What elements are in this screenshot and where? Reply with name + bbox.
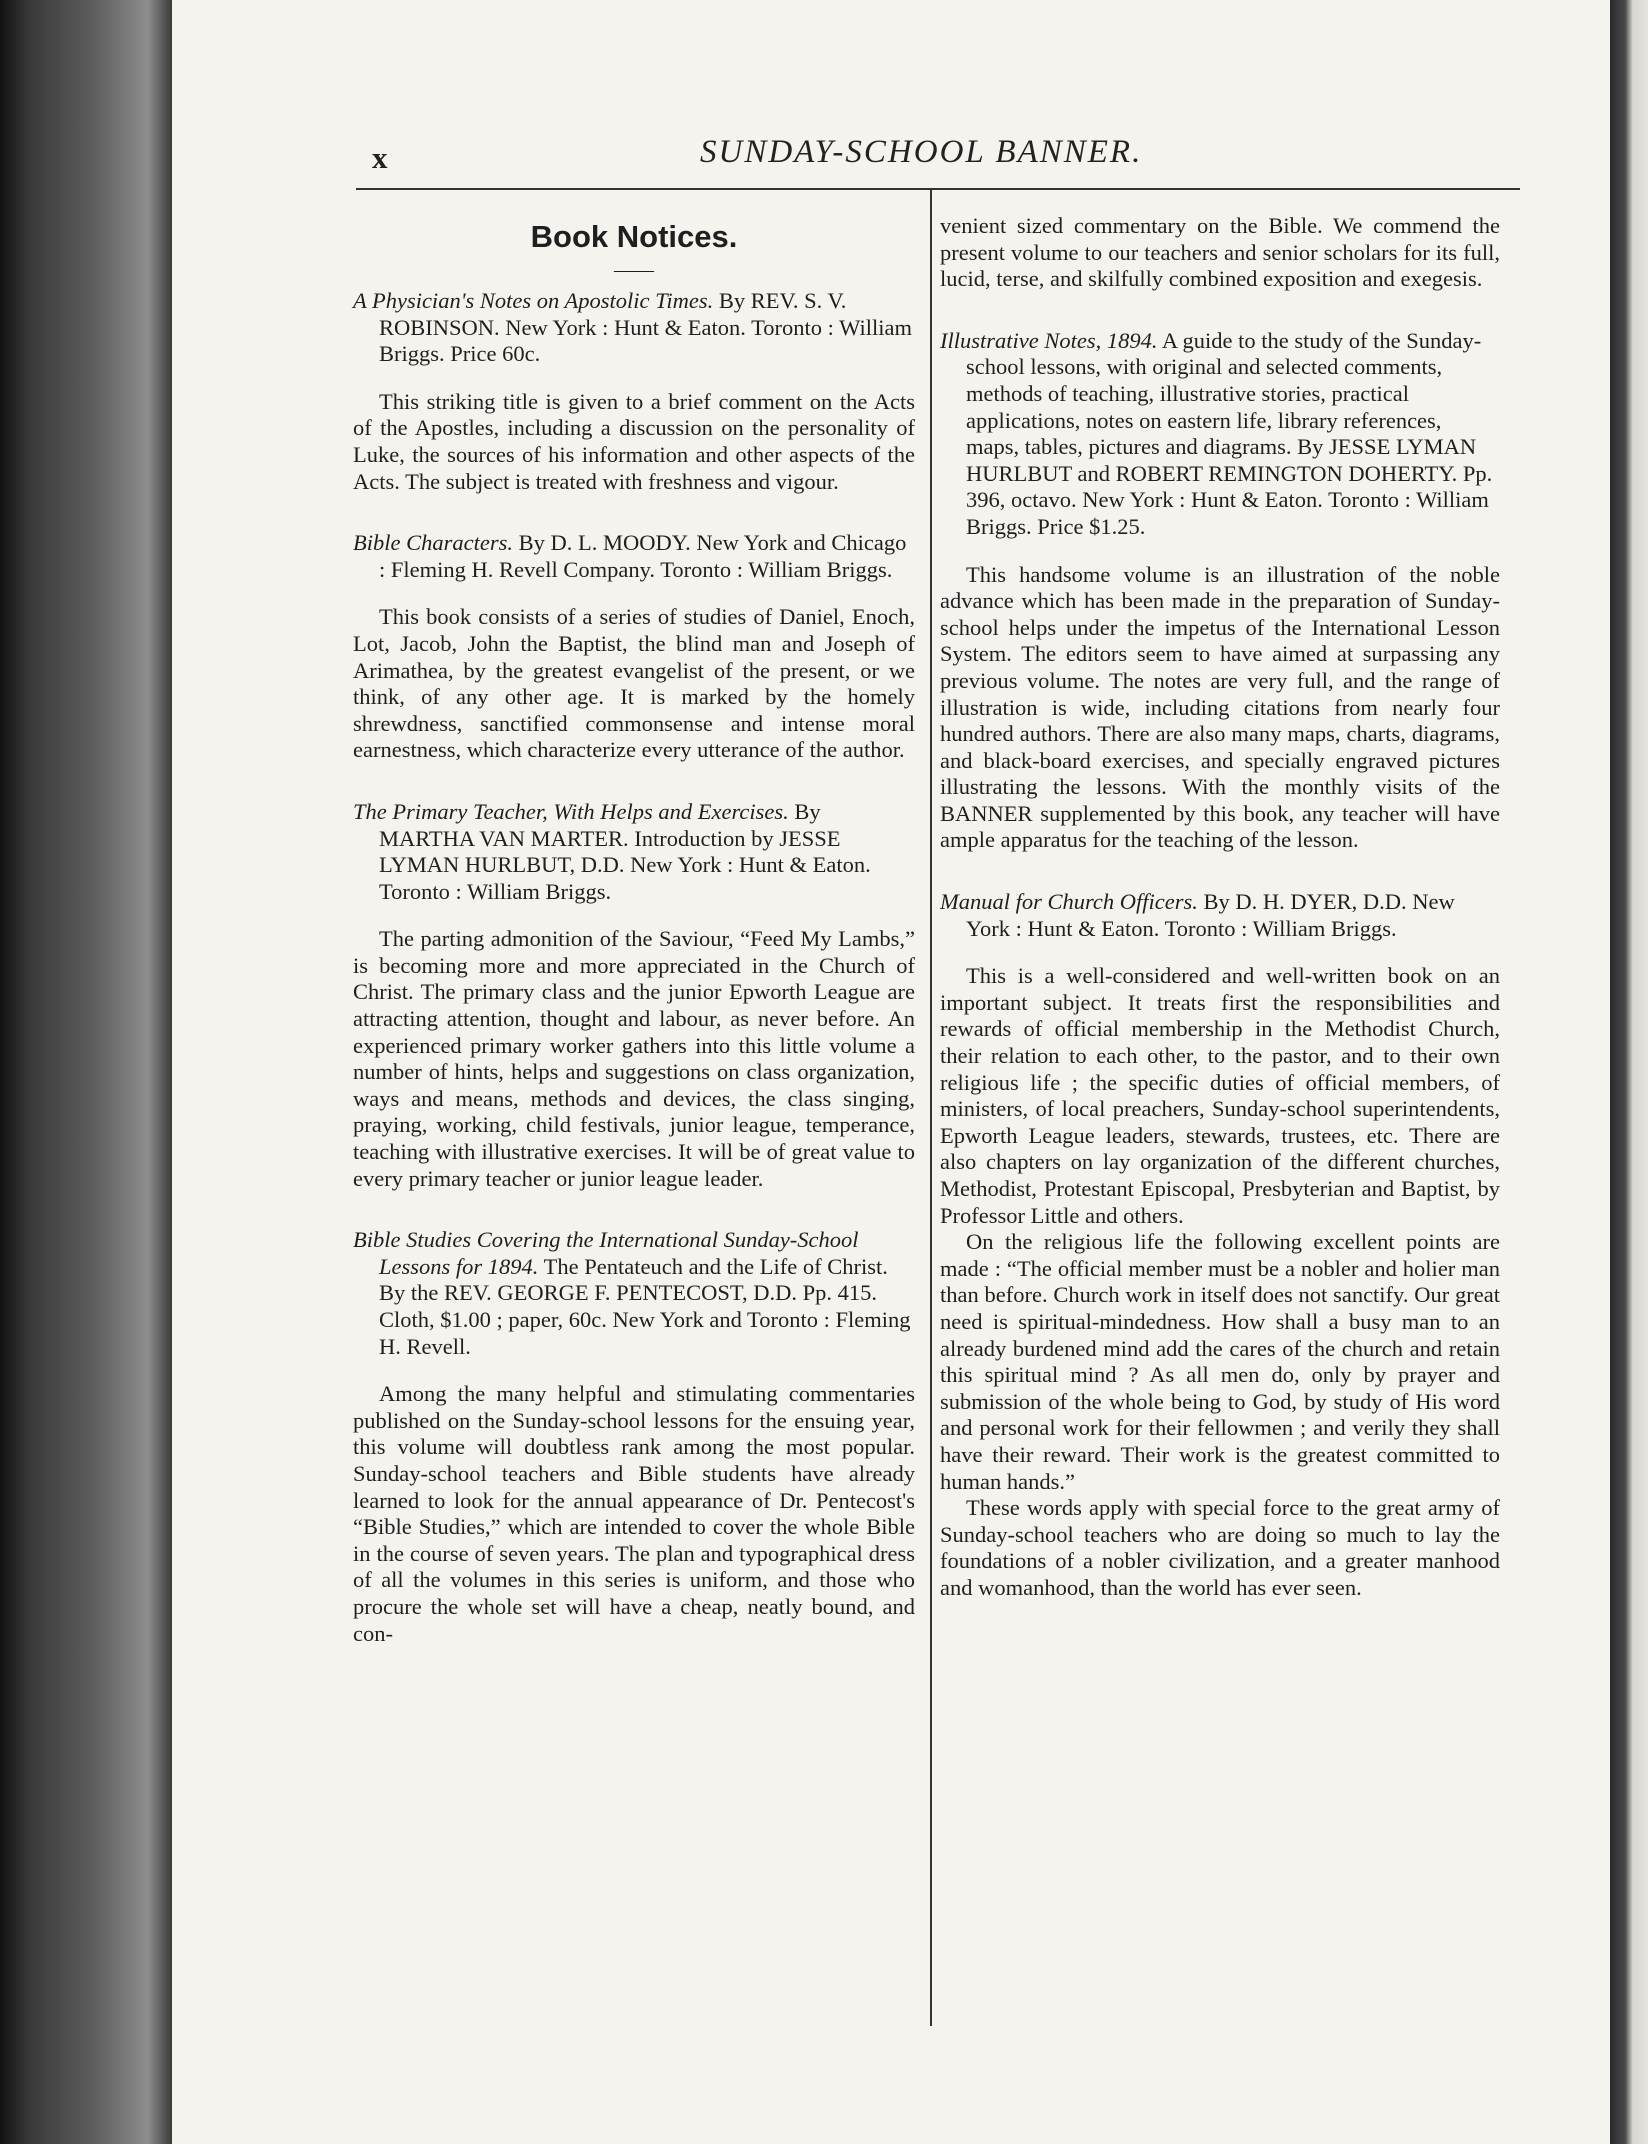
- page-right-edge: [1610, 0, 1648, 2144]
- book-entry: [940, 889, 1500, 942]
- book-info: By REV. S. V. ROBINSON. New York : Hunt & Eaton. Toronto : William Briggs. Price 60c.: [379, 288, 912, 367]
- review-paragraph-continued: venient sized commentary on the Bible. We commend the present volume to our teachers and senior scholars for its full, lucid, terse, and skilfully combined exposition and exegesis.: [940, 213, 1500, 292]
- book-title: The Primary Teacher, With Helps and Exercises.: [353, 798, 789, 824]
- book-binding-edge: [0, 0, 172, 2144]
- book-title: A Physician's Notes on Apostolic Times.: [353, 288, 714, 313]
- book-info: By MARTHA VAN MARTER. Introduction by JESSE LYMAN HURLBUT, D.D. New York : Hunt & Eaton. Toronto : William Briggs.: [379, 798, 871, 904]
- review-paragraph: These words apply with special force to the great army of Sunday-school teachers who are doing so much to lay the foundations of a nobler civilization, and a greater manhood and womanhood, than the world has ever seen.: [940, 1495, 1500, 1600]
- section-heading: Book Notices.: [530, 219, 738, 254]
- right-column: [940, 213, 1500, 1637]
- book-info: A guide to the study of the Sunday-school lessons, with original and selected comments, methods of teaching, illustrative stories, practical applications, notes on eastern life, library references, maps, tables, pictures and diagrams. By JESSE LYMAN HURLBUT and ROBERT REMINGTON DOHERTY. Pp. 396, octavo. New York : Hunt & Eaton. Toronto : William Briggs. Price $1.25.: [966, 327, 1493, 539]
- book-entry: [353, 288, 915, 368]
- header-rule: [356, 188, 1520, 190]
- book-title: Manual for Church Officers.: [940, 889, 1198, 915]
- book-entry: [940, 328, 1500, 541]
- book-title: Bible Studies Covering the International Sunday-School Lessons for 1894.: [353, 1227, 859, 1279]
- book-info: By D. L. MOODY. New York and Chicago : Fleming H. Revell Company. Toronto : William Briggs.: [379, 530, 907, 582]
- review-paragraph: This is a well-considered and well-written book on an important subject. It treats first the responsibilities and rewards of official membership in the Methodist Church, their relation to each other, to the pastor, and to their own religious life ; the specific duties of official members, of ministers, of local preachers, Sunday-school superintendents, Epworth League leaders, stewards, trustees, etc. There are also chapters on lay organization of the different churches, Methodist, Protestant Episcopal, Presbyterian and Baptist, by Professor Little and others.: [940, 963, 1500, 1228]
- book-title: Illustrative Notes, 1894.: [940, 327, 1158, 353]
- review-paragraph: Among the many helpful and stimulating commentaries published on the Sunday-school lessons for the ensuing year, this volume will doubtless rank among the most popular. Sunday-school teachers and Bible students have already learned to look for the annual appearance of Dr. Pentecost's “Bible Studies,” which are intended to cover the whole Bible in the course of seven years. The plan and typographical dress of all the volumes in this series is uniform, and those who procure the whole set will have a cheap, neatly bound, and con-: [353, 1381, 915, 1646]
- book-info: By D. H. DYER, D.D. New York : Hunt & Eaton. Toronto : William Briggs.: [966, 889, 1455, 941]
- book-entry: [353, 1227, 915, 1360]
- book-title: Bible Characters.: [353, 530, 513, 556]
- column-divider: [930, 190, 932, 2026]
- review-paragraph: This book consists of a series of studies of Daniel, Enoch, Lot, Jacob, John the Baptist, the blind man and Joseph of Arimathea, by the greatest evangelist of the present, or we think, of any other age. It is marked by the homely shrewdness, sanctified commonsense and intense moral earnestness, which characterize every utterance of the author.: [353, 604, 915, 763]
- heading-dash: ——: [614, 259, 654, 281]
- page-number: x: [372, 140, 388, 175]
- review-paragraph: On the religious life the following excellent points are made : “The official member must be a nobler and holier man than before. Church work in itself does not sanctify. Our great need is spiritual-mindedness. How shall a busy man to an already burdened mind add the cares of the church and retain this spiritual mind ? As all men do, only by prayer and submission of the whole being to God, by study of His word and personal work for their fellowmen ; and verily they shall have their reward. Their work is the greatest committed to human hands.”: [940, 1229, 1500, 1494]
- review-paragraph: This handsome volume is an illustration of the noble advance which has been made in the preparation of Sunday-school helps under the impetus of the International Lesson System. The editors seem to have aimed at surpassing any previous volume. The notes are very full, and the range of illustration is wide, including citations from nearly four hundred authors. There are also many maps, charts, diagrams, and black-board exercises, and specially engraved pictures illustrating the lessons. With the monthly visits of the BANNER supplemented by this book, any teacher will have ample apparatus for the teaching of the lesson.: [940, 561, 1500, 853]
- book-entry: [353, 799, 915, 905]
- book-info: The Pentateuch and the Life of Christ. By the REV. GEORGE F. PENTECOST, D.D. Pp. 415. Cloth, $1.00 ; paper, 60c. New York and Toronto : Fleming H. Revell.: [379, 1253, 911, 1359]
- review-paragraph: The parting admonition of the Saviour, “Feed My Lambs,” is becoming more and more appreciated in the Church of Christ. The primary class and the junior Epworth League are attracting attention, thought and labour, as never before. An experienced primary worker gathers into this little volume a number of hints, helps and suggestions on class organization, ways and means, methods and devices, the class singing, praying, working, child festivals, junior league, temperance, teaching with illustrative exercises. It will be of great value to every primary teacher or junior league leader.: [353, 926, 915, 1191]
- book-entry: [353, 530, 915, 583]
- left-column: [353, 205, 915, 1682]
- running-title: SUNDAY-SCHOOL BANNER.: [700, 134, 1143, 170]
- review-paragraph: This striking title is given to a brief comment on the Acts of the Apostles, including a discussion on the personality of Luke, the sources of his information and other aspects of the Acts. The subject is treated with freshness and vigour.: [353, 388, 915, 494]
